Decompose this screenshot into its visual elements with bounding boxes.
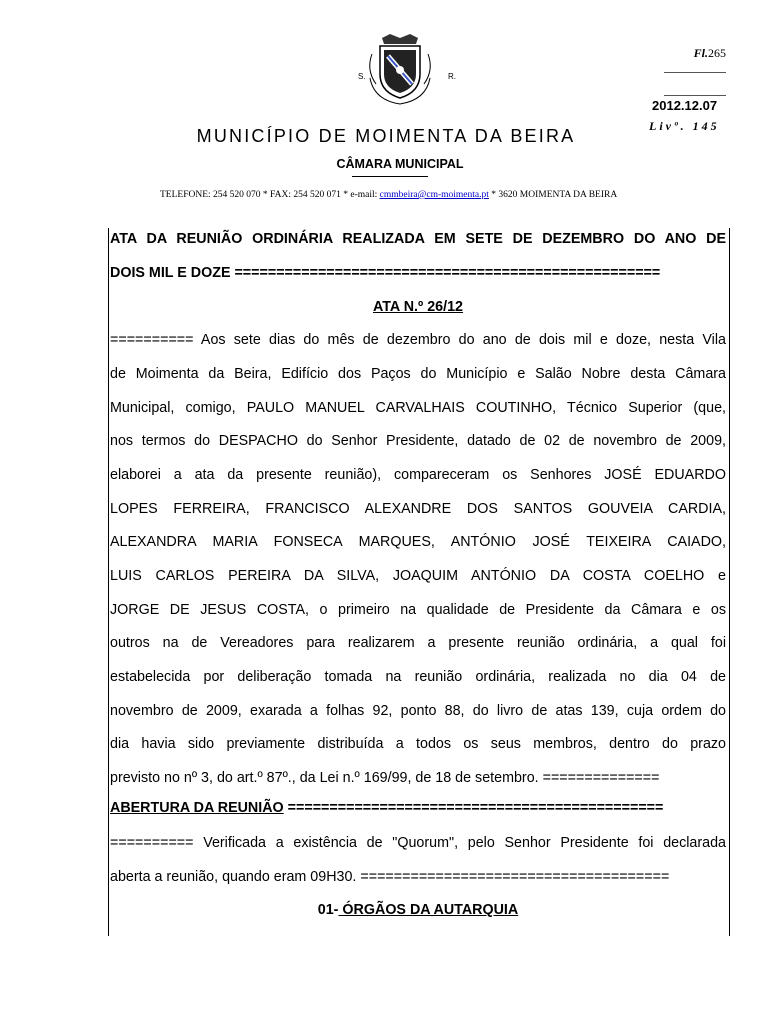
minutes-title-line: DOIS MIL E DOZE ===================================================: [110, 265, 661, 281]
minutes-text-line: novembro de 2009, exarada a folhas 92, ponto 88, do livro de atas 139, cuja ordem do: [110, 703, 726, 719]
minutes-text-line: previsto no nº 3, do art.º 87º., da Lei n.º 169/99, de 18 de setembro. ==============: [110, 770, 660, 786]
minutes-text-line: aberta a reunião, quando eram 09H30. =====================================: [110, 869, 670, 885]
section-number: 01-: [317, 902, 339, 918]
minutes-text-line: JORGE DE JESUS COSTA, o primeiro na qualidade de Presidente da Câmara e os: [110, 602, 726, 618]
crest-right-letter: R.: [448, 72, 456, 81]
folio-divider: [664, 95, 726, 96]
minutes-number-text: ATA N.º 26/12: [373, 299, 463, 315]
minutes-title-line: ATA DA REUNIÃO ORDINÁRIA REALIZADA EM SETE DE DEZEMBRO DO ANO DE: [110, 231, 726, 247]
section-heading-organs: [110, 900, 726, 920]
municipal-crest-icon: [360, 34, 440, 106]
minutes-text-line: nos termos do DESPACHO do Senhor Presidente, datado de 02 de novembro de 2009,: [110, 433, 726, 449]
contact-line: [160, 190, 617, 200]
crest-left-letter: S.: [358, 72, 366, 81]
folio-prefix: Fl.: [693, 46, 708, 60]
section-heading-rule: =============================================: [283, 800, 664, 816]
minutes-number: [110, 297, 726, 317]
folio-divider: [664, 72, 726, 73]
contact-phone-fax: TELEFONE: 254 520 070 * FAX: 254 520 071 * e-mail:: [160, 190, 380, 200]
section-heading-opening: [110, 798, 726, 818]
council-title: CÂMARA MUNICIPAL: [336, 157, 464, 171]
minutes-text-line: estabelecida por deliberação tomada na reunião ordinária, realizada no dia 04 de: [110, 669, 726, 685]
document-date: 2012.12.07: [652, 98, 718, 113]
minutes-text-line: de Moimenta da Beira, Edifício dos Paços do Município e Salão Nobre desta Câmara: [110, 366, 726, 382]
minutes-text-line: LUIS CARLOS PEREIRA DA SILVA, JOAQUIM ANTÓNIO DA COSTA COELHO e: [110, 568, 726, 584]
section-heading-label: ABERTURA DA REUNIÃO: [110, 800, 284, 816]
section-title: ÓRGÃOS DA AUTARQUIA: [338, 902, 519, 918]
municipality-title: MUNICÍPIO DE MOIMENTA DA BEIRA: [196, 126, 576, 146]
minutes-text-line: ========== Aos sete dias do mês de dezembro do ano de dois mil e doze, nesta Vila: [110, 332, 726, 348]
minutes-text-line: Municipal, comigo, PAULO MANUEL CARVALHAIS COUTINHO, Técnico Superior (que,: [110, 400, 726, 416]
email-link[interactable]: cmmbeira@cm-moimenta.pt: [379, 190, 489, 200]
minutes-text-line: elaborei a ata da presente reunião), compareceram os Senhores JOSÉ EDUARDO: [110, 467, 726, 483]
minutes-text-line: outros na de Vereadores para realizarem a presente reunião ordinária, a qual foi: [110, 635, 726, 651]
minutes-text-line: dia havia sido previamente distribuída a todos os seus membros, dentro do prazo: [110, 736, 726, 752]
minutes-text-line: ALEXANDRA MARIA FONSECA MARQUES, ANTÓNIO JOSÉ TEIXEIRA CAIADO,: [110, 534, 726, 550]
contact-address: * 3620 MOIMENTA DA BEIRA: [488, 190, 618, 200]
folio-value: 265: [708, 46, 726, 60]
minutes-text-line: ========== Verificada a existência de "Quorum", pelo Senhor Presidente foi declarada: [110, 835, 726, 851]
folio-number: [694, 46, 726, 61]
minutes-text-line: LOPES FERREIRA, FRANCISCO ALEXANDRE DOS SANTOS GOUVEIA CARDIA,: [110, 501, 726, 517]
council-underline: [352, 176, 428, 177]
book-number: Livº. 145: [649, 119, 720, 133]
